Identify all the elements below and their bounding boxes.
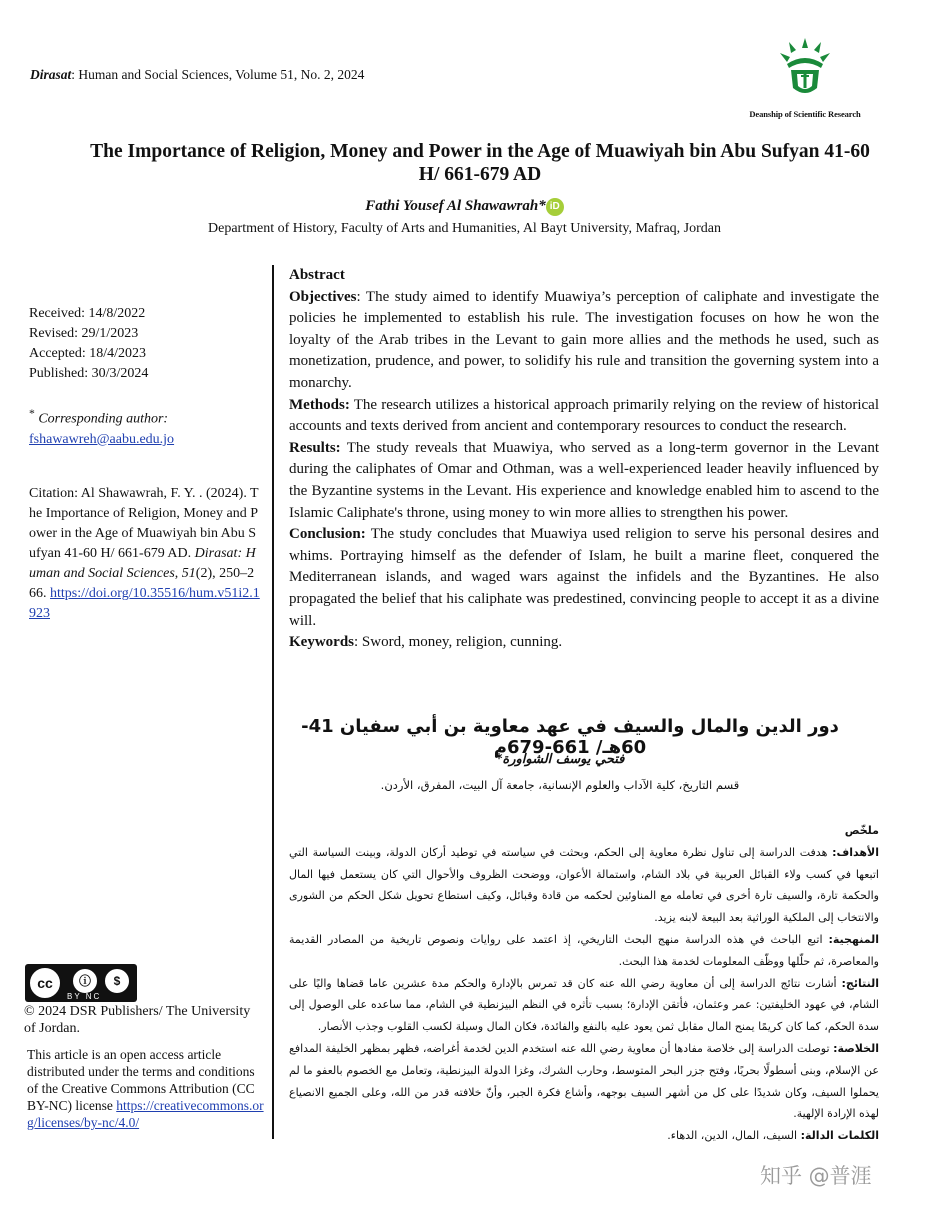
results-text: The study reveals that Muawiya, who served as a long-term governor in the Levant during the caliphates of Omar and Othman, was a well-experienced leader heavily influenced by the Byzantine systems in the Levant. His experience and knowledge enabled him to ascend to the Islamic Caliphate's throne, using money to win more allies to strengthen his power.: [289, 439, 879, 521]
arabic-objectives-label: الأهداف:: [832, 845, 879, 859]
citation-text: Citation: Al Shawawrah, F. Y. . (2024). The Importance of Religion, Money and Power in the Age of Muawiyah bin Abu Sufyan 41-60 H/ 661-679 AD.: [29, 486, 259, 561]
keywords-text: : Sword, money, religion, cunning.: [354, 634, 563, 651]
title-line-2: H/ 661-679 AD: [418, 164, 542, 185]
citation-block: [29, 484, 261, 624]
citation-sep: ,: [174, 566, 182, 581]
column-divider: [272, 265, 274, 1139]
author-line: [0, 198, 929, 216]
affiliation: Department of History, Faculty of Arts and Humanities, Al Bayt University, Mafraq, Jordan: [208, 221, 721, 236]
corr-mark: *: [29, 407, 35, 420]
attribution-icon: ⓘ: [71, 967, 99, 995]
corr-label: Corresponding author:: [34, 411, 169, 427]
article-title: [60, 140, 900, 186]
author-name: Fathi Yousef Al Shawawrah: [365, 198, 539, 214]
corr-email-link[interactable]: fshawawreh@aabu.edu.jo: [29, 431, 175, 447]
abstract-keywords: [289, 632, 879, 654]
arabic-abstract: [289, 820, 879, 1147]
arabic-keywords: [289, 1125, 879, 1147]
title-line-1: The Importance of Religion, Money and Power in the Age of Muawiyah bin Abu Sufyan 41-60: [90, 141, 870, 162]
revised-date: Revised: 29/1/2023: [29, 326, 139, 341]
cc-icon: cc: [28, 966, 62, 1000]
zhihu-watermark: 知乎 @普涯: [760, 1164, 872, 1188]
english-abstract: [289, 265, 879, 654]
citation-volume: 51: [181, 566, 196, 581]
logo-caption: Deanship of Scientific Research: [749, 109, 861, 119]
arabic-results-text: أشارت نتائج الدراسة إلى أن معاوية رضي الله عنه كان قد تمرس بالإدارة والحكم مدة عشرين عاما قضاها واليًا على الشام، في عهود الخليفتين: عمر وعثمان، فأتقن الإدارة؛ بسبب تأثره في النظم البيزنطية في الشام، مما ساعده على الوصول إلى سدة الحكم، كما كان كريمًا يمنح المال مقابل ثمن يعود عليه بالنفع والفائدة، فكان المال وسيلة لكسب القلوب وجذب الأنصار.: [289, 976, 879, 1034]
cc-license-badge[interactable]: [25, 964, 137, 1002]
conclusion-text: The study concludes that Muawiya used religion to serve his personal desires and whims. Portraying himself as the defender of Islam, he built a marine fleet, conquered the Mediterranean islands, and waged wars against the infidels and the Byzantines. He also propagated the belief that his caliphate was predestined, convincing people to accept it as a divine will.: [289, 526, 879, 629]
journal-name: Dirasat: [30, 67, 72, 82]
abstract-objectives: [289, 287, 879, 395]
cc-badge-text: BY NC: [67, 992, 102, 1001]
arabic-objectives-text: هدفت الدراسة إلى تناول نظرة معاوية إلى الحكم، وبحثت في سياسته في توطيد أركان الدولة، وبينت السياسة التي اتبعها في كسب ولاء القبائل العربية في بلاد الشام، واستمالة الأعوان، ووضحت الظروف والأحوال التي كان يستعمل فيها المال والحكمة تارة، والسيف تارة أخرى في تعامله مع المناوئين لحكمه من قادة وقبائل، وكيف استطاع تحويل شكل الحكم من الشورى والانتخاب إلى الملكية الوراثية بعد البيعة لابنه يزيد.: [289, 845, 879, 925]
arabic-abstract-heading: ملخّص: [844, 824, 879, 837]
arabic-keywords-text: السيف، المال، الدين، الدهاء.: [667, 1129, 801, 1143]
abstract-methods: [289, 395, 879, 438]
arabic-methods-text: اتبع الباحث في هذه الدراسة منهج البحث التاريخي، إذ اعتمد على روايات ونصوص تاريخية من المصادر القديمة والمعاصرة، ثم حلّلها ووظّف المعلومات لخدمة هذا البحث.: [289, 932, 879, 968]
methods-text: The research utilizes a historical approach primarily relying on the review of historical accounts and texts derived from ancient and contemporary resources to conduct the research.: [289, 396, 879, 435]
deanship-emblem-icon: [775, 36, 835, 102]
published-date: Published: 30/3/2024: [29, 366, 149, 381]
results-label: Results:: [289, 439, 341, 456]
orcid-icon[interactable]: iD: [546, 198, 564, 216]
objectives-text: : The study aimed to identify Muawiya’s perception of caliphate and investigate the policies he implemented to establish his rule. The investigation focuses on how he won the loyalty of the Arab tribes in the Levant to gain more allies and the methods he used, such as monetization, prudence, and power, to solidify his rule and transition the governing system into a monarchy.: [289, 288, 879, 391]
corresponding-author: [29, 404, 265, 450]
abstract-heading: Abstract: [289, 267, 345, 283]
journal-header: [30, 67, 364, 83]
arabic-author: فتحي يوسف الشواورة*: [495, 752, 625, 767]
journal-details: : Human and Social Sciences, Volume 51, No. 2, 2024: [71, 67, 365, 82]
deanship-logo: [740, 36, 870, 119]
article-dates: [29, 304, 265, 384]
arabic-affiliation: قسم التاريخ، كلية الآداب والعلوم الإنسانية، جامعة آل البيت، المفرق، الأردن.: [380, 778, 740, 792]
arabic-conclusion: [289, 1038, 879, 1125]
license-url-link[interactable]: https://creativecommons.org/licenses/by-nc/4.0/: [27, 1098, 264, 1130]
arabic-results: [289, 973, 879, 1038]
arabic-methods: [289, 929, 879, 973]
noncommercial-icon: $: [103, 967, 131, 995]
abstract-conclusion: [289, 524, 879, 632]
license-text: This article is an open access article distributed under the terms and conditions of the Creative Commons Attribution (CC BY-NC) license: [27, 1047, 255, 1113]
objectives-label: Objectives: [289, 288, 357, 305]
keywords-label: Keywords: [289, 634, 354, 651]
received-date: Received: 14/8/2022: [29, 306, 146, 321]
arabic-conclusion-text: توصلت الدراسة إلى خلاصة مفادها أن معاوية رضي الله عنه استخدم الدين لخدمة أغراضه، فظهر بمظهر الخليفة المدافع عن الإسلام، وبنى أسطولًا بحريًا، وفتح جزر البحر المتوسط، وحارب الشرك، وغزا الدولة البيزنطية، وتعامل مع الخصوم بالعفو ما لم يحملوا السيف، وكان شديدًا على كل من أشهر السيف بوجهه، وأشاع فكرة الجبر، وأنّ خلافته قدر من الله، وعلى الجميع الانصياع لهذه الإرادة الإلهية.: [289, 1041, 879, 1121]
abstract-results: [289, 438, 879, 524]
citation-pages: (2), 250–266.: [29, 566, 255, 601]
methods-label: Methods:: [289, 396, 350, 413]
arabic-objectives: [289, 842, 879, 929]
arabic-keywords-label: الكلمات الدالة:: [800, 1129, 879, 1143]
copyright: © 2024 DSR Publishers/ The University of Jordan.: [24, 1004, 251, 1036]
conclusion-label: Conclusion:: [289, 526, 366, 543]
arabic-methods-label: المنهجية:: [828, 932, 879, 946]
citation-journal: Dirasat: Human and Social Sciences: [29, 546, 256, 581]
citation-doi-link[interactable]: https://doi.org/10.35516/hum.v51i2.1923: [29, 586, 260, 621]
author-mark: *: [538, 198, 546, 214]
license-info: [27, 1046, 267, 1131]
accepted-date: Accepted: 18/4/2023: [29, 346, 147, 361]
arabic-title: دور الدين والمال والسيف في عهد معاوية بن أبي سفيان 41-60هـ/ 661-679م: [301, 716, 839, 758]
arabic-conclusion-label: الخلاصة:: [833, 1041, 879, 1055]
arabic-results-label: النتائج:: [841, 976, 879, 990]
